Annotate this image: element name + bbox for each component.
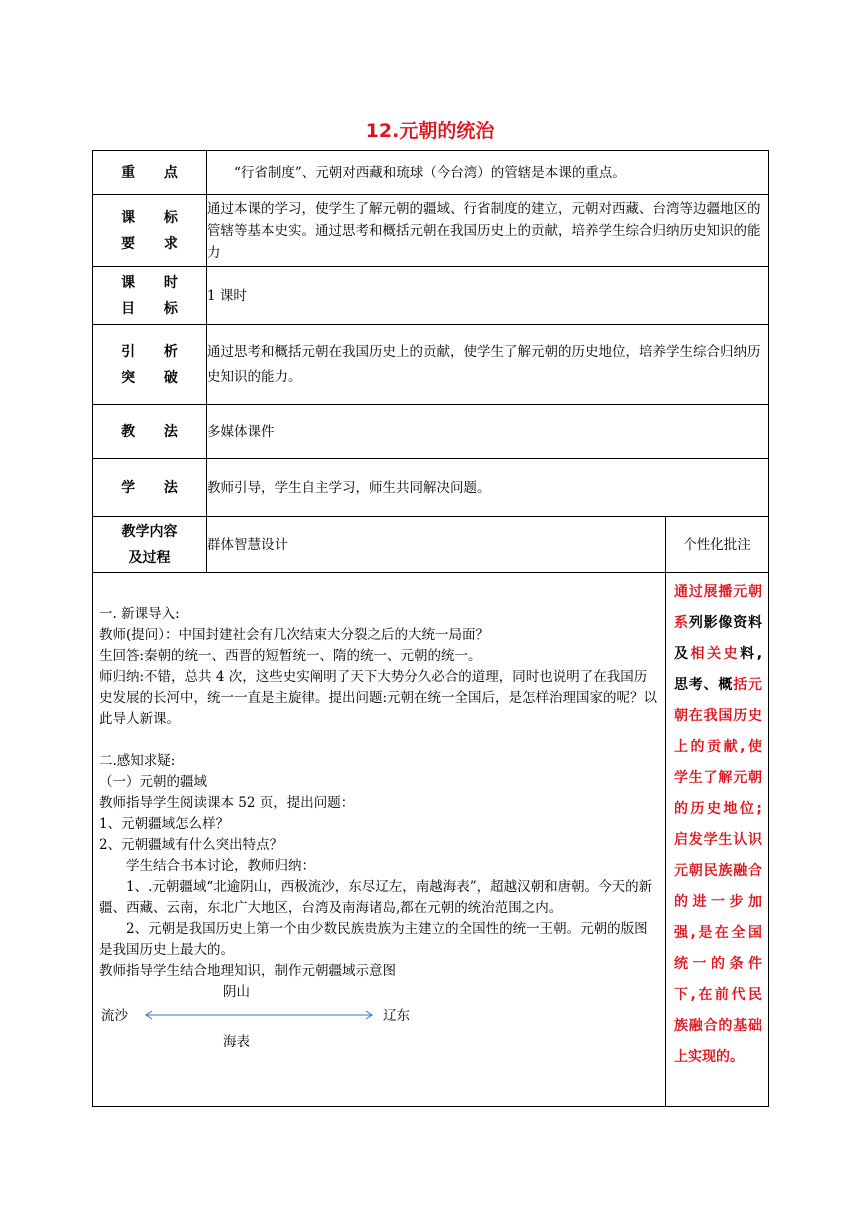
- section2-map-instruction: 教师指导学生结合地理知识，制作元朝疆域示意图: [99, 963, 396, 979]
- label-process: 教学内容 及过程: [93, 517, 207, 573]
- section2-subtitle: （一）元朝的疆域: [99, 774, 207, 790]
- section1-summary: 师归纳:不错，总共 4 次，这些史实阐明了天下大势分久必合的道理，同时也说明了在我国历史发展的长河中，统一一直是主旋律。提出问题:元朝在统一全国后，是怎样治理国家的呢？以此导人新课。: [99, 669, 658, 727]
- diagram-west-label: 流沙: [101, 1008, 128, 1024]
- diagram-north-label: 阴山: [223, 984, 250, 1000]
- label-method: 教 法: [93, 405, 207, 459]
- time-text: 1 课时: [207, 267, 769, 325]
- row-time: [93, 267, 769, 325]
- learning-text: 教师引导，学生自主学习，师生共同解决问题。: [207, 459, 769, 517]
- section2-discussion: 学生结合书本讨论，教师归纳：: [126, 858, 315, 874]
- section1-question: 教师(提问）：中国封建社会有几次结束大分裂之后的大统一局面？: [99, 627, 490, 643]
- process-content: [93, 573, 666, 1107]
- label-learning: 学 法: [93, 459, 207, 517]
- row-process-body: [93, 573, 769, 1107]
- row-standard: [93, 195, 769, 267]
- row-method: [93, 405, 769, 459]
- section1-answer: 生回答:秦朝的统一、西晋的短暂统一、隋的统一、元朝的统一。: [99, 648, 482, 664]
- row-focus: [93, 151, 769, 195]
- lesson-plan-table: [92, 150, 769, 1107]
- standard-text: 通过本课的学习，使学生了解元朝的疆域、行省制度的建立，元朝对西藏、台湾等边疆地区的管辖等基本史实。通过思考和概括元朝在我国历史上的贡献，培养学生综合归纳历史知识的能力: [207, 195, 769, 267]
- diagram-south-label: 海表: [223, 1034, 250, 1050]
- section2-instruction: 教师指导学生阅读课本 52 页，提出问题：: [99, 795, 355, 811]
- section2-answer1: 1、.元朝疆域“北逾阴山，西极流沙，东尽辽左，南越海表”，超越汉朝和唐朝。今天的新疆、西藏、云南，东北广大地区，台湾及南海诸岛,都在元朝的统治范围之内。: [99, 879, 653, 916]
- diagram-east-label: 辽东: [383, 1008, 410, 1024]
- method-text: 多媒体课件: [207, 405, 769, 459]
- label-breakthrough: 引 析 突 破: [93, 325, 207, 405]
- row-learning: [93, 459, 769, 517]
- row-process-header: [93, 517, 769, 573]
- diagram-double-arrow: [143, 1008, 375, 1022]
- label-time: 课 时 目 标: [93, 267, 207, 325]
- section2-question2: 2、元朝疆域有什么突出特点？: [99, 837, 284, 853]
- row-breakthrough: [93, 325, 769, 405]
- label-standard: 课 标 要 求: [93, 195, 207, 267]
- process-middle-header: 群体智慧设计: [207, 517, 666, 573]
- section2-answer2: 2、元朝是我国历史上第一个由少数民族贵族为主建立的全国性的统一王朝。元朝的版图是我国历史上最大的。: [99, 921, 648, 958]
- section1-title: 一. 新课导入:: [99, 606, 180, 622]
- personal-annotation: 通过展播元朝系列影像资料及相关史料,思考、概括元朝在我国历史上的贡献,使学生了解元朝的历史地位;启发学生认识元朝民族融合的进一步加强,是在全国统一的条件下,在前代民族融合的基础上实现的。: [666, 573, 769, 1107]
- label-focus: 重 点: [93, 151, 207, 195]
- breakthrough-text: 通过思考和概括元朝在我国历史上的贡献，使学生了解元朝的历史地位，培养学生综合归纳历史知识的能力。: [207, 325, 769, 405]
- section2-question1: 1、元朝疆域怎么样？: [99, 816, 230, 832]
- section2-title: 二.感知求疑:: [99, 753, 176, 769]
- focus-text: “行省制度”、元朝对西藏和琉球（今台湾）的管辖是本课的重点。: [207, 151, 769, 195]
- page-title: 12.元朝的统治: [365, 120, 495, 142]
- process-right-header: 个性化批注: [666, 517, 769, 573]
- territory-diagram: [99, 982, 659, 1058]
